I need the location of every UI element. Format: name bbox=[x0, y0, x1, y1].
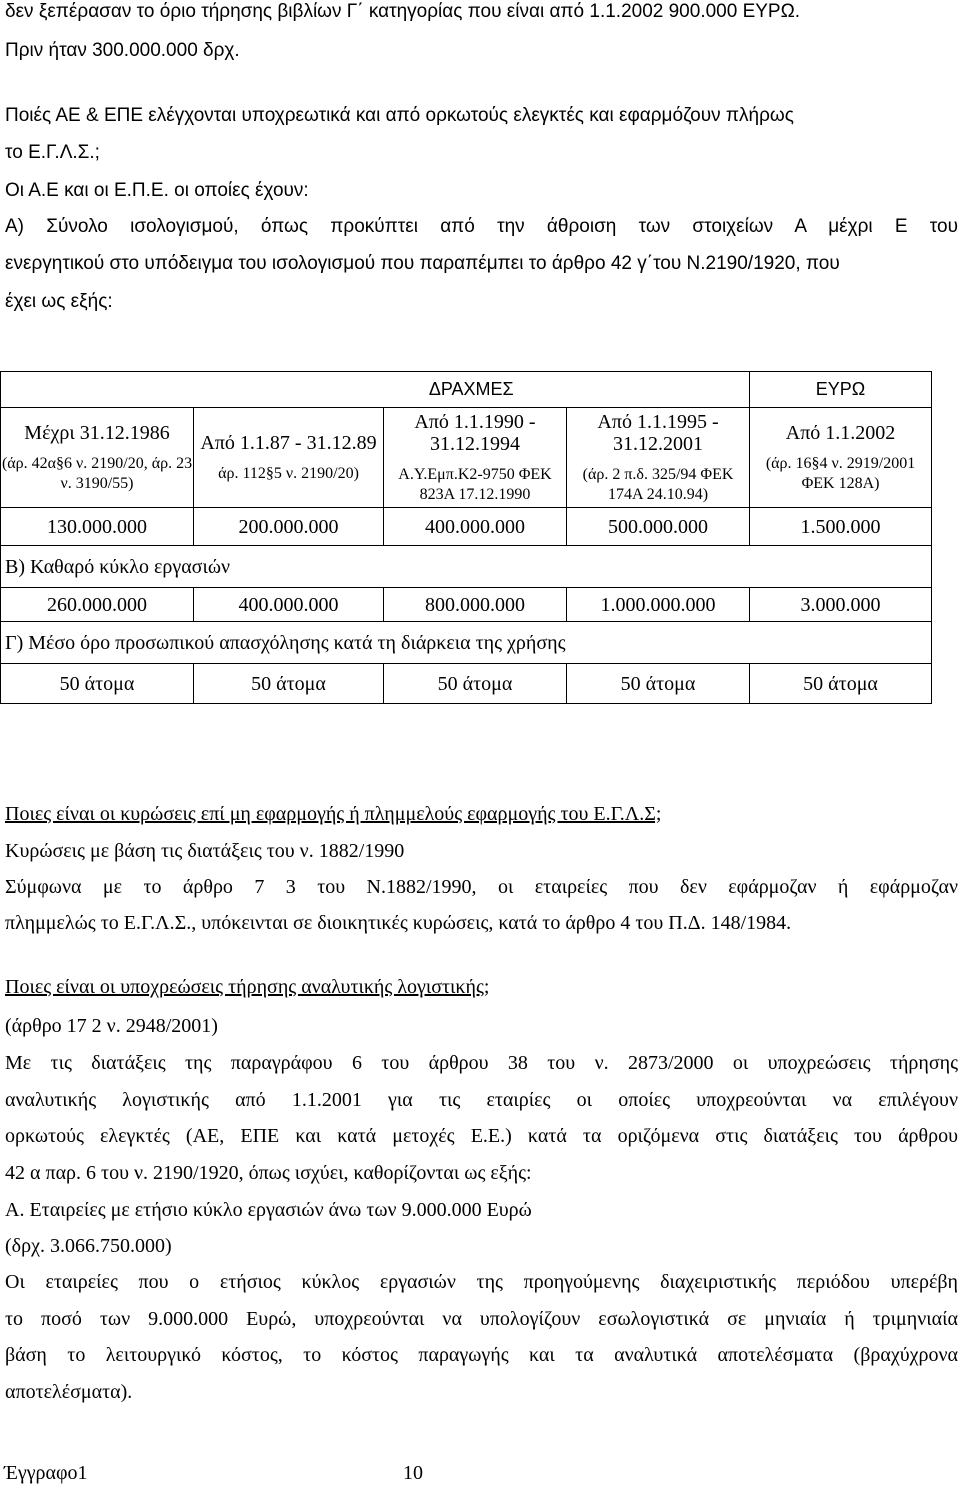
paragraph-line: αναλυτικής λογιστικής από 1.1.2001 για τις εταιρίες οι οποίες υποχρεούνται να επιλέγουν bbox=[5, 1089, 958, 1111]
paragraph-line: βάση το λειτουργικό κόστος, το κόστος παραγωγής και τα αναλυτικά αποτελέσματα (βραχύχρονα bbox=[5, 1344, 958, 1366]
paragraph-line: (δρχ. 3.066.750.000) bbox=[5, 1235, 172, 1257]
paragraph-line: ενεργητικού στο υπόδειγμα του ισολογισμού που παραπέμπει το άρθρο 42 γ΄του Ν.2190/1920, που bbox=[5, 253, 840, 274]
paragraph-line: Ποιές ΑΕ & ΕΠΕ ελέγχονται υποχρεωτικά και από ορκωτούς ελεγκτές και εφαρμόζουν πλήρως bbox=[5, 105, 794, 126]
total-assets-value: 1.500.000 bbox=[750, 508, 932, 546]
sanctions-question: Ποιες είναι οι κυρώσεις επί μη εφαρμογής ή πλημμελούς εφαρμογής του Ε.Γ.Λ.Σ; bbox=[5, 803, 662, 825]
paragraph-line: ορκωτούς ελεγκτές (ΑΕ, ΕΠΕ και κατά μετοχές Ε.Ε.) κατά τα οριζόμενα στις διατάξεις του άρθρου bbox=[5, 1125, 958, 1147]
paragraph-line: έχει ως εξής: bbox=[5, 291, 113, 312]
paragraph-line: Οι εταιρείες που ο ετήσιος κύκλος εργασιών της προηγούμενης διαχειριστικής περιόδου υπερέβη bbox=[5, 1271, 958, 1293]
turnover-value: 260.000.000 bbox=[1, 588, 194, 622]
staff-value: 50 άτομα bbox=[194, 664, 384, 704]
period-cell bbox=[384, 408, 567, 508]
period-label: Από 1.1.87 - 31.12.89 bbox=[200, 431, 377, 454]
euro-header: ΕΥΡΩ bbox=[750, 372, 932, 408]
analytical-question: Ποιες είναι οι υποχρεώσεις τήρησης αναλυτικής λογιστικής; bbox=[5, 976, 490, 998]
turnover-value: 1.000.000.000 bbox=[567, 588, 750, 622]
paragraph-line: πλημμελώς το Ε.Γ.Λ.Σ., υπόκεινται σε διοικητικές κυρώσεις, κατά το άρθρο 4 του Π.Δ. 148/1984. bbox=[5, 912, 792, 934]
period-cell bbox=[567, 408, 750, 508]
paragraph-line: Πριν ήταν 300.000.000 δρχ. bbox=[5, 40, 240, 61]
turnover-label: Β) Καθαρό κύκλο εργασιών bbox=[1, 546, 932, 588]
paragraph-line: Με τις διατάξεις της παραγράφου 6 του άρθρου 38 του ν. 2873/2000 οι υποχρεώσεις τήρησης bbox=[5, 1052, 958, 1074]
staff-value: 50 άτομα bbox=[1, 664, 194, 704]
staff-label: Γ) Μέσο όρο προσωπικού απασχόλησης κατά τη διάρκεια της χρήσης bbox=[1, 622, 932, 664]
legal-ref: (άρ. 42α§6 ν. 2190/20, άρ. 23 ν. 3190/55) bbox=[1, 454, 193, 492]
drachmes-header: ΔΡΑΧΜΕΣ bbox=[194, 372, 750, 408]
period-label: Μέχρι 31.12.1986 bbox=[24, 421, 170, 444]
turnover-value: 800.000.000 bbox=[384, 588, 567, 622]
blank-header-cell bbox=[1, 372, 194, 408]
period-cell bbox=[750, 408, 932, 508]
period-label: Από 1.1.1990 - 31.12.1994 bbox=[414, 410, 536, 455]
paragraph-line: (άρθρο 17 2 ν. 2948/2001) bbox=[5, 1015, 218, 1037]
period-cell bbox=[194, 408, 384, 508]
legal-ref: (άρ. 2 π.δ. 325/94 ΦΕΚ 174Α 24.10.94) bbox=[582, 465, 734, 503]
paragraph-line: Κυρώσεις με βάση τις διατάξεις του ν. 1882/1990 bbox=[5, 840, 405, 862]
turnover-value: 3.000.000 bbox=[750, 588, 932, 622]
staff-value: 50 άτομα bbox=[567, 664, 750, 704]
period-label: Από 1.1.1995 - 31.12.2001 bbox=[597, 410, 719, 455]
total-assets-value: 200.000.000 bbox=[194, 508, 384, 546]
legal-ref: (άρ. 16§4 ν. 2919/2001 ΦΕΚ 128Α) bbox=[765, 454, 916, 492]
thresholds-table bbox=[0, 371, 932, 704]
paragraph-line: αποτελέσματα). bbox=[5, 1381, 133, 1403]
staff-value: 50 άτομα bbox=[750, 664, 932, 704]
paragraph-line: το Ε.Γ.Λ.Σ.; bbox=[5, 142, 100, 163]
period-label: Από 1.1.2002 bbox=[785, 421, 896, 444]
staff-value: 50 άτομα bbox=[384, 664, 567, 704]
paragraph-line: το ποσό των 9.000.000 Ευρώ, υποχρεούνται να υπολογίζουν εσωλογιστικά σε μηνιαία ή τριμηνιαία bbox=[5, 1308, 958, 1330]
paragraph-line: 42 α παρ. 6 του ν. 2190/1920, όπως ισχύει, καθορίζονται ως εξής: bbox=[5, 1162, 532, 1184]
total-assets-value: 500.000.000 bbox=[567, 508, 750, 546]
legal-ref: άρ. 112§5 ν. 2190/20) bbox=[218, 464, 359, 482]
paragraph-line: Α. Εταιρείες με ετήσιο κύκλο εργασιών άνω των 9.000.000 Ευρώ bbox=[5, 1199, 532, 1221]
paragraph-line: δεν ξεπέρασαν το όριο τήρησης βιβλίων Γ΄ κατηγορίας που είναι από 1.1.2002 900.000 ΕΥΡΩ. bbox=[5, 1, 801, 22]
turnover-value: 400.000.000 bbox=[194, 588, 384, 622]
footer-doc-name: Έγγραφο1 bbox=[4, 1462, 88, 1484]
page-number: 10 bbox=[403, 1462, 423, 1484]
total-assets-value: 130.000.000 bbox=[1, 508, 194, 546]
period-cell bbox=[1, 408, 194, 508]
total-assets-value: 400.000.000 bbox=[384, 508, 567, 546]
legal-ref: Α.Υ.Εμπ.Κ2-9750 ΦΕΚ 823Α 17.12.1990 bbox=[398, 465, 552, 503]
paragraph-line: Α) Σύνολο ισολογισμού, όπως προκύπτει από την άθροιση των στοιχείων Α μέχρι Ε του bbox=[5, 216, 958, 237]
paragraph-line: Σύμφωνα με το άρθρο 7 3 του Ν.1882/1990, οι εταιρείες που δεν εφάρμοζαν ή εφάρμοζαν bbox=[5, 876, 958, 898]
paragraph-line: Οι Α.Ε και οι Ε.Π.Ε. οι οποίες έχουν: bbox=[5, 180, 309, 201]
